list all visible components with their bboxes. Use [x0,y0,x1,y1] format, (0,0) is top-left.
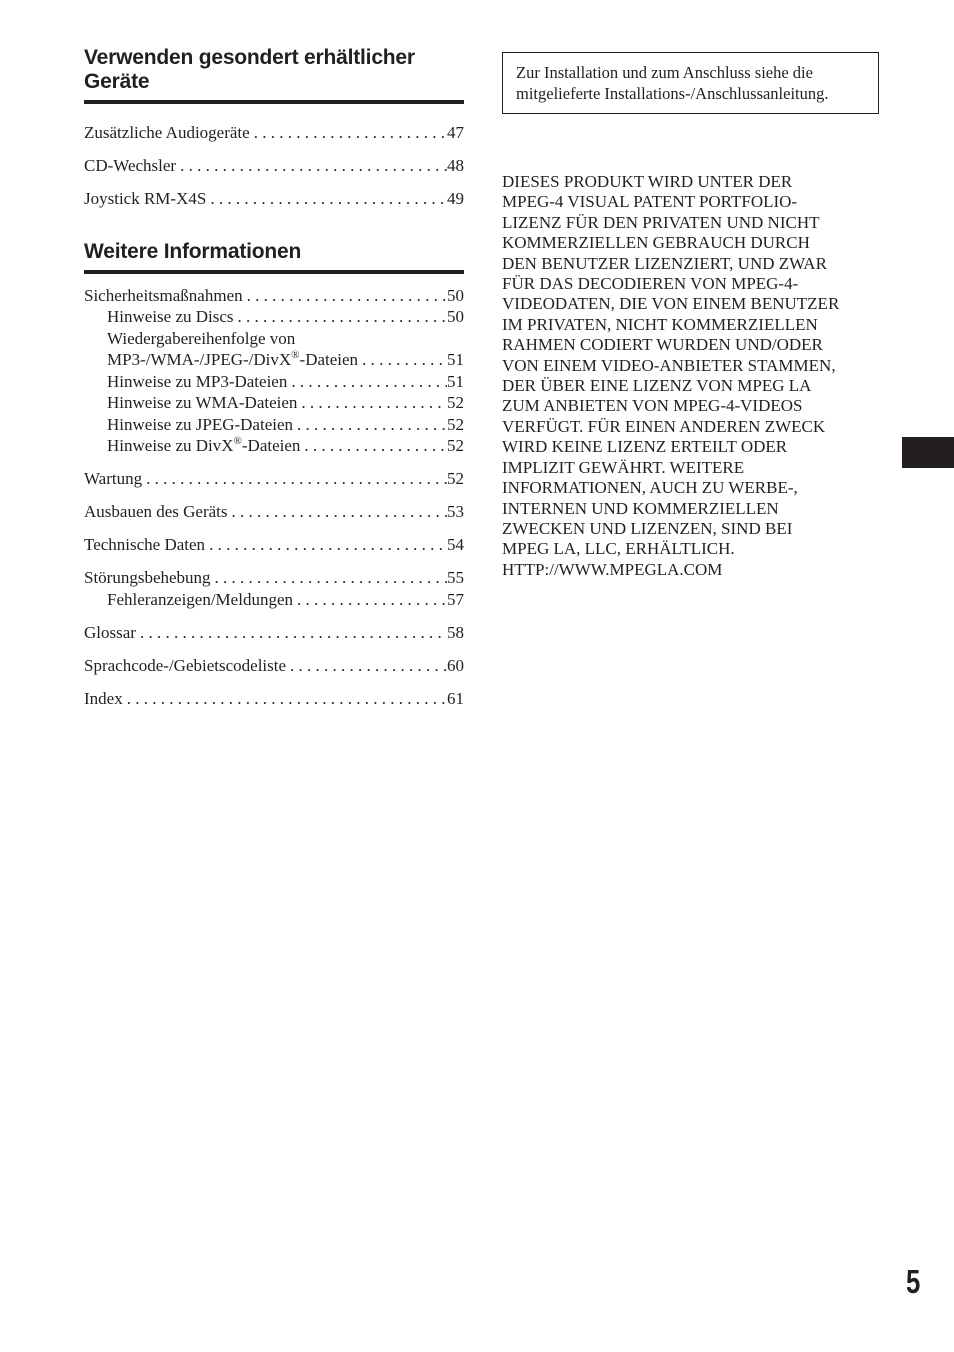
license-line: INFORMATIONEN, AUCH ZU WERBE-, [502,478,798,498]
toc-entry[interactable] [84,655,464,677]
license-line: DER ÜBER EINE LIZENZ VON MPEG LA [502,376,812,396]
toc-entry-page: 52 [447,436,464,455]
toc-entry-page: 57 [447,589,464,609]
license-line: INTERNEN UND KOMMERZIELLEN [502,498,779,518]
toc-group [84,622,464,644]
toc-entry-label: Index [84,688,123,708]
toc-entry-label: Hinweise zu WMA-Dateien [107,393,298,412]
leader-dots [287,371,447,393]
leader-dots [293,589,447,611]
toc-entry-page: 52 [447,469,464,488]
leader-dots [142,468,447,490]
license-line: KOMMERZIELLEN GEBRAUCH DURCH [502,233,810,253]
leader-dots [176,155,447,177]
toc-subentry[interactable] [84,328,464,371]
right-column [502,52,879,580]
license-line: ZWECKEN UND LIZENZEN, SIND BEI [502,518,793,538]
toc-entry-page: 53 [447,502,464,521]
license-line: ZUM ANBIETEN VON MPEG-4-VIDEOS [502,396,803,416]
toc-entry-label: Technische Daten [84,535,206,554]
toc-entry-label: CD-Wechsler [84,156,177,175]
toc-entry-page: 60 [447,655,464,675]
leader-dots [211,567,447,589]
license-line: MPEG-4 VISUAL PATENT PORTFOLIO- [502,192,798,212]
toc-subentry[interactable] [84,306,464,328]
table-of-contents [84,46,464,709]
toc-entry[interactable] [84,468,464,490]
toc-entry[interactable] [84,534,464,556]
toc-entry-page: 54 [447,535,464,554]
toc-section-optional-devices [84,46,464,210]
toc-entry[interactable] [84,688,464,710]
toc-subentry[interactable] [84,589,464,611]
registered-mark: ® [233,435,242,447]
license-line: VIDEODATEN, DIE VON EINEM BENUTZER [502,294,840,314]
toc-entry-label: Störungsbehebung [84,568,211,587]
toc-entry[interactable] [84,122,464,144]
license-line: WIRD KEINE LIZENZ ERTEILT ODER [502,437,788,457]
toc-entry-page: 52 [447,393,464,412]
toc-group [84,285,464,457]
license-line: RAHMEN CODIERT WURDEN UND/ODER [502,335,823,355]
toc-entry-label: Fehleranzeigen/Meldungen [107,589,293,609]
license-line: DIESES PRODUKT WIRD UNTER DER [502,172,793,191]
toc-entry-label: Zusätzliche Audiogeräte [84,123,250,142]
license-line: DEN BENUTZER LIZENZIERT, UND ZWAR [502,253,827,273]
license-line: LIZENZ FÜR DEN PRIVATEN UND NICHT [502,212,820,232]
toc-entry[interactable] [84,155,464,177]
toc-group [84,501,464,523]
section-title-line: Verwenden gesondert erhältlicher [84,46,415,69]
toc-subentries [84,589,464,611]
toc-entry-page: 49 [447,189,464,208]
leader-dots [228,501,447,523]
toc-entry-label: Wartung [84,469,143,488]
toc-subentry[interactable] [84,435,464,457]
toc-group [84,468,464,490]
toc-entry-label: Wiedergabereihenfolge von [107,328,296,348]
toc-entry-label: Ausbauen des Geräts [84,502,228,521]
toc-entry-page: 47 [447,123,464,142]
mpeg4-license-text [502,172,879,580]
toc-entry[interactable] [84,622,464,644]
license-line: MPEG LA, LLC, ERHÄLTLICH. [502,539,735,559]
toc-subentry[interactable] [84,392,464,414]
leader-dots [297,392,447,414]
toc-entry[interactable] [84,285,464,307]
section-title-line: Geräte [84,70,150,93]
registered-mark: ® [291,349,300,361]
toc-subentry[interactable] [84,371,464,393]
toc-section-further-information [84,240,464,710]
toc-group [84,567,464,610]
leader-dots [136,622,447,644]
toc-group [84,534,464,556]
toc-entry-label: Hinweise zu Discs [107,307,234,326]
toc-entry-page: 50 [447,285,464,305]
leader-dots [358,349,447,371]
leader-dots [123,688,447,710]
toc-entry-label [107,435,300,457]
section-title [84,46,464,104]
toc-list [84,122,464,210]
toc-subentries [84,306,464,457]
license-line: FÜR DAS DECODIEREN VON MPEG-4- [502,274,799,294]
toc-entry-page: 51 [447,350,464,369]
toc-entry[interactable] [84,567,464,589]
toc-entry-page: 61 [447,688,464,708]
leader-dots [250,122,447,144]
toc-entry-page: 51 [447,371,464,391]
toc-entry-label-part: -Dateien [299,350,359,369]
toc-entry-label-part: Hinweise zu DivX [107,436,234,455]
toc-entry-label: Sicherheitsmaßnahmen [84,285,243,305]
license-line: IMPLIZIT GEWÄHRT. WEITERE [502,457,745,477]
toc-entry-page: 48 [447,156,464,175]
toc-entry[interactable] [84,501,464,523]
leader-dots [243,285,447,307]
leader-dots [286,655,447,677]
toc-entry-page: 58 [447,622,464,642]
leader-dots [293,414,447,436]
toc-subentry[interactable] [84,414,464,436]
toc-entry[interactable] [84,188,464,210]
notice-line: Zur Installation und zum Anschluss siehe die [516,63,813,82]
toc-group [84,688,464,710]
toc-entry-label: Hinweise zu MP3-Dateien [107,371,288,391]
toc-entry-page: 52 [447,414,464,434]
installation-notice-box [502,52,879,114]
license-line: HTTP://WWW.MPEGLA.COM [502,559,723,579]
toc-entry-page: 55 [447,568,464,587]
toc-entry-label [107,349,358,371]
toc-entry-page: 50 [447,307,464,326]
toc-entry-label: Hinweise zu JPEG-Dateien [107,414,294,434]
toc-entry-label-part: MP3-/WMA-/JPEG-/DivX [107,350,292,369]
license-line: IM PRIVATEN, NICHT KOMMERZIELLEN [502,314,818,334]
leader-dots [300,435,447,457]
notice-line: mitgelieferte Installations-/Anschlussanleitung. [516,83,829,103]
toc-entry-label: Glossar [84,622,136,642]
license-line: VERFÜGT. FÜR EINEN ANDEREN ZWECK [502,416,826,436]
license-line: VON EINEM VIDEO-ANBIETER STAMMEN, [502,355,836,375]
section-title: Weitere Informationen [84,240,464,274]
toc-group [84,655,464,677]
leader-dots [234,306,447,328]
chapter-edge-tab [902,437,954,468]
toc-list [84,285,464,710]
page-number: 5 [905,1263,920,1300]
toc-entry-label-part: -Dateien [241,436,301,455]
toc-entry-label: Sprachcode-/Gebietscodeliste [84,655,287,675]
leader-dots [205,534,447,556]
toc-entry-label: Joystick RM-X4S [84,189,207,208]
leader-dots [206,188,447,210]
